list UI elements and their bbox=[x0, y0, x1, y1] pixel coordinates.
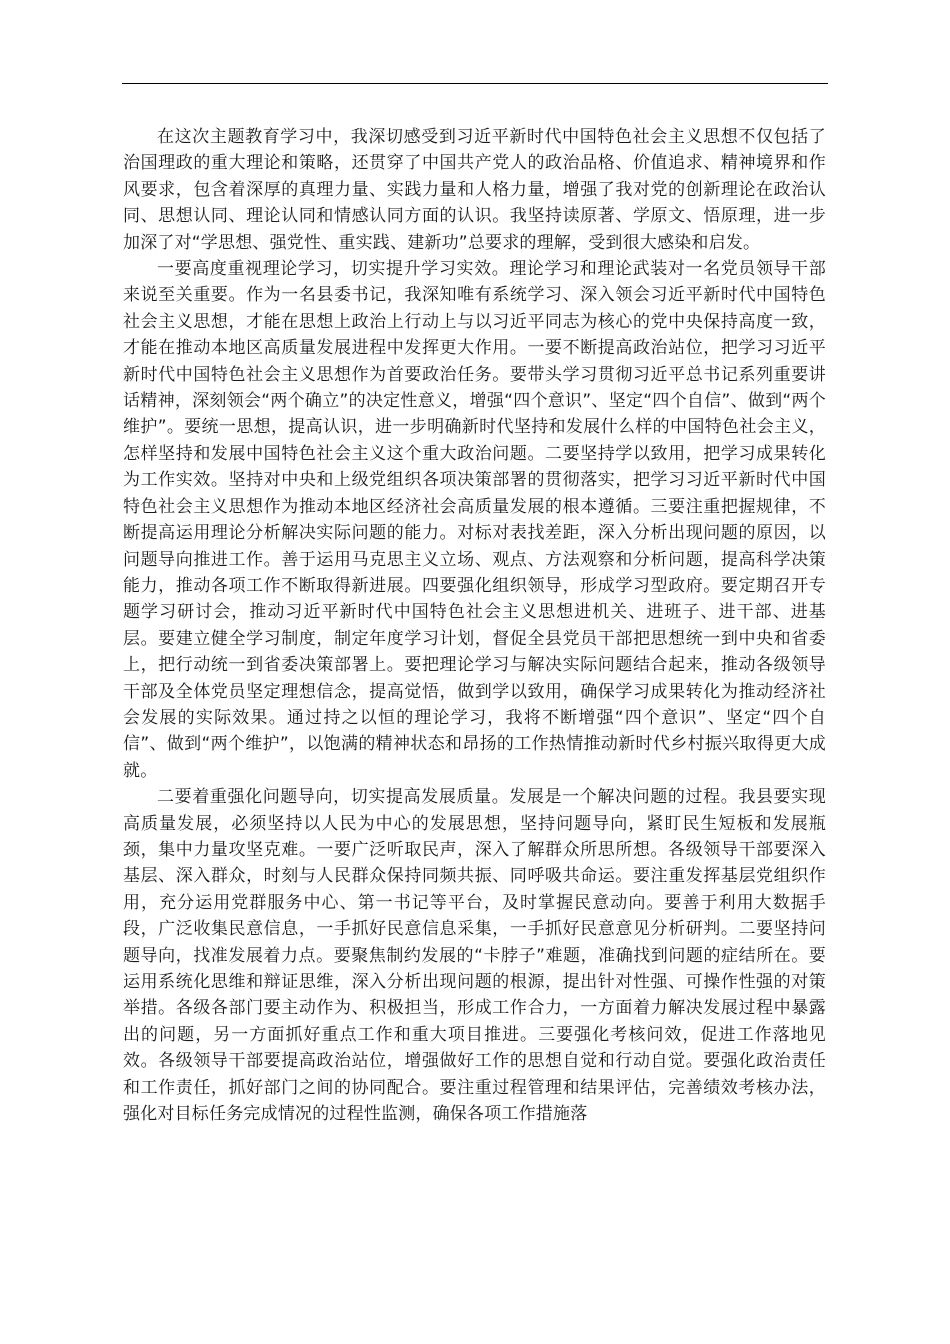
header-rule bbox=[122, 83, 828, 84]
document-body bbox=[123, 124, 826, 1127]
paragraph-problem-orientation: 二要着重强化问题导向，切实提高发展质量。发展是一个解决问题的过程。我县要实现高质量发展，必须坚持以人民为中心的发展思想，坚持问题导向，紧盯民生短板和发展瓶颈，集中力量攻坚克难。一要广泛听取民声，深入了解群众所思所想。各级领导干部要深入基层、深入群众，时刻与人民群众保持同频共振、同呼吸共命运。要注重发挥基层党组织作用，充分运用党群服务中心、第一书记等平台，及时掌握民意动向。要善于利用大数据手段，广泛收集民意信息，一手抓好民意信息采集，一手抓好民意意见分析研判。二要坚持问题导向，找准发展着力点。要聚焦制约发展的“卡脖子”难题，准确找到问题的症结所在。要运用系统化思维和辩证思维，深入分析出现问题的根源，提出针对性强、可操作性强的对策举措。各级各部门要主动作为、积极担当，形成工作合力，一方面着力解决发展过程中暴露出的问题，另一方面抓好重点工作和重大项目推进。三要强化考核问效，促进工作落地见效。各级领导干部要提高政治站位，增强做好工作的思想自觉和行动自觉。要强化政治责任和工作责任，抓好部门之间的协同配合。要注重过程管理和结果评估，完善绩效考核办法，强化对目标任务完成情况的过程性监测，确保各项工作措施落 bbox=[123, 787, 826, 1125]
paragraph-intro: 在这次主题教育学习中，我深切感受到习近平新时代中国特色社会主义思想不仅包括了治国理政的重大理论和策略，还贯穿了中国共产党人的政治品格、价值追求、精神境界和作风要求，包含着深厚的真理力量、实践力量和人格力量，增强了我对党的创新理论在政治认同、思想认同、理论认同和情感认同方面的认识。我坚持读原著、学原文、悟原理，进一步加深了对“学思想、强党性、重实践、建新功”总要求的理解，受到很大感染和启发。 bbox=[123, 127, 826, 253]
paragraph-theory-study: 一要高度重视理论学习，切实提升学习实效。理论学习和理论武装对一名党员领导干部来说至关重要。作为一名县委书记，我深知唯有系统学习、深入领会习近平新时代中国特色社会主义思想，才能在思想上政治上行动上与以习近平同志为核心的党中央保持高度一致，才能在推动本地区高质量发展进程中发挥更大作用。一要不断提高政治站位，把学习习近平新时代中国特色社会主义思想作为首要政治任务。要带头学习贯彻习近平总书记系列重要讲话精神，深刻领会“两个确立”的决定性意义，增强“四个意识”、坚定“四个自信”、做到“两个维护”。要统一思想，提高认识，进一步明确新时代坚持和发展什么样的中国特色社会主义，怎样坚持和发展中国特色社会主义这个重大政治问题。二要坚持学以致用，把学习成果转化为工作实效。坚持对中央和上级党组织各项决策部署的贯彻落实，把学习习近平新时代中国特色社会主义思想作为推动本地区经济社会高质量发展的根本遵循。三要注重把握规律，不断提高运用理论分析解决实际问题的能力。对标对表找差距，深入分析出现问题的原因，以问题导向推进工作。善于运用马克思主义立场、观点、方法观察和分析问题，提高科学决策能力，推动各项工作不断取得新进展。四要强化组织领导，形成学习型政府。要定期召开专题学习研讨会，推动习近平新时代中国特色社会主义思想进机关、进班子、进干部、进基层。要建立健全学习制度，制定年度学习计划，督促全县党员干部把思想统一到中央和省委上，把行动统一到省委决策部署上。要把理论学习与解决实际问题结合起来，推动各级领导干部及全体党员坚定理想信念，提高觉悟，做到学以致用，确保学习成果转化为推动经济社会发展的实际效果。通过持之以恒的理论学习，我将不断增强“四个意识”、坚定“四个自信”、做到“两个维护”，以饱满的精神状态和昂扬的工作热情推动新时代乡村振兴取得更大成就。 bbox=[123, 259, 826, 781]
